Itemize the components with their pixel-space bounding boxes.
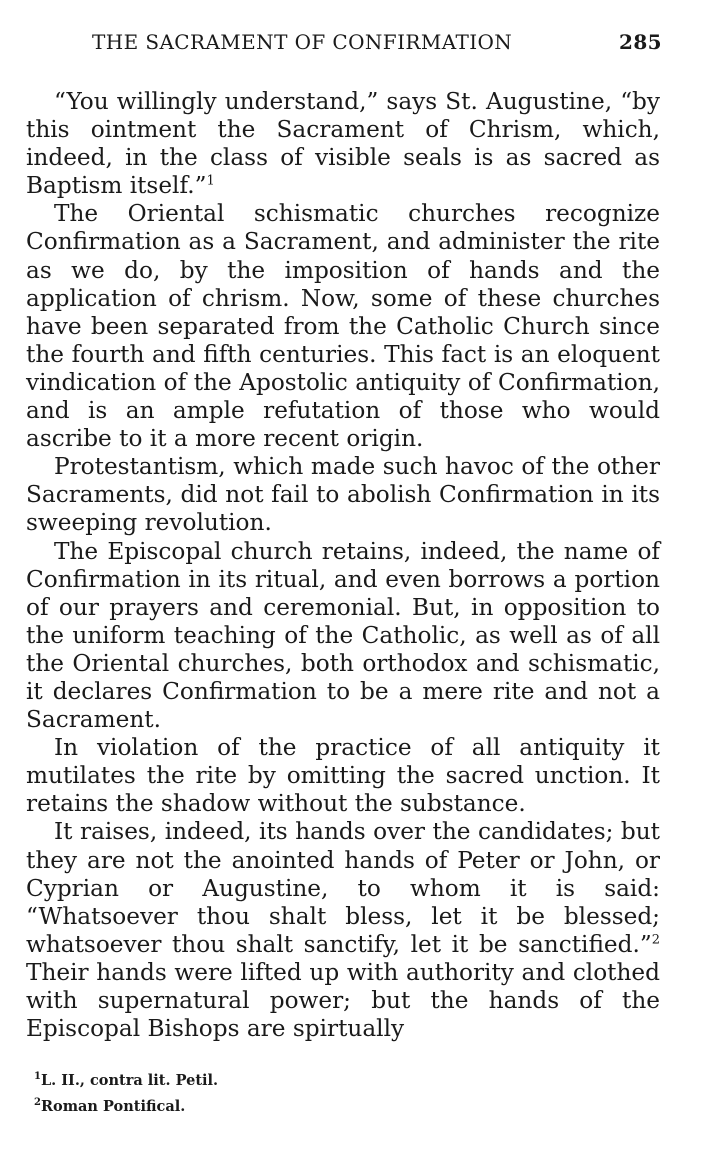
paragraph-text: “You willingly understand,” says St. Augustine, “by this ointment the Sacrament of Chrism, which, indeed, in the class of visible seals is as sacred as Baptism itself.” <box>26 88 660 200</box>
paragraph-text: Their hands were lifted up with authority and clothed with supernatural power; but the hands of the Episcopal Bishops are spirtually <box>26 958 660 1043</box>
footnote-reference: 2 <box>651 932 660 948</box>
footnote <box>34 1068 654 1094</box>
footnote-mark: 2 <box>34 1097 41 1109</box>
paragraph <box>26 538 660 735</box>
footnote-text: L. II., contra lit. Petil. <box>40 1072 219 1089</box>
running-header <box>92 30 662 60</box>
paragraph-text: It raises, indeed, its hands over the candidates; but they are not the anointed hands of Peter or John, or Cyprian or Augustine, to whom it is said: “Whatsoever thou shalt bless, let it be blessed; whatsoever thou shalt sanctify, let it be sanctified.” <box>26 818 660 958</box>
paragraph-text: In violation of the practice of all antiquity it mutilates the rite by omitting the sacred unction. It retains the shadow without the substance. <box>26 734 660 818</box>
paragraph <box>26 734 660 818</box>
paragraph <box>26 453 660 537</box>
footnote-text: Roman Pontifical. <box>40 1098 186 1115</box>
paragraph-text: The Episcopal church retains, indeed, the name of Confirmation in its ritual, and even borrows a portion of our prayers and ceremonial. But, in opposition to the uniform teaching of the Catholic, as well as of all the Oriental churches, both orthodox and schismatic, it declares Confirmation to be a mere rite and not a Sacrament. <box>26 537 660 734</box>
paragraph-text: Protestantism, which made such havoc of the other Sacraments, did not fail to abolish Confirmation in its sweeping revolution. <box>26 453 660 537</box>
body-text <box>26 88 660 1043</box>
footnotes <box>34 1068 654 1120</box>
running-title: THE SACRAMENT OF CONFIRMATION <box>92 30 513 54</box>
footnote <box>34 1094 654 1120</box>
paragraph <box>26 200 660 453</box>
page-number: 285 <box>619 30 662 54</box>
paragraph-text: The Oriental schismatic churches recognize Confirmation as a Sacrament, and administer the rite as we do, by the imposition of hands and the application of chrism. Now, some of these churches have been separated from the Catholic Church since the fourth and fifth centuries. This fact is an eloquent vindication of the Apostolic antiquity of Confirmation, and is an ample refutation of those who would ascribe to it a more recent origin. <box>26 200 660 453</box>
paragraph <box>26 818 660 1043</box>
paragraph <box>26 88 660 200</box>
footnote-reference: 1 <box>206 173 215 189</box>
footnote-mark: 1 <box>34 1071 41 1083</box>
